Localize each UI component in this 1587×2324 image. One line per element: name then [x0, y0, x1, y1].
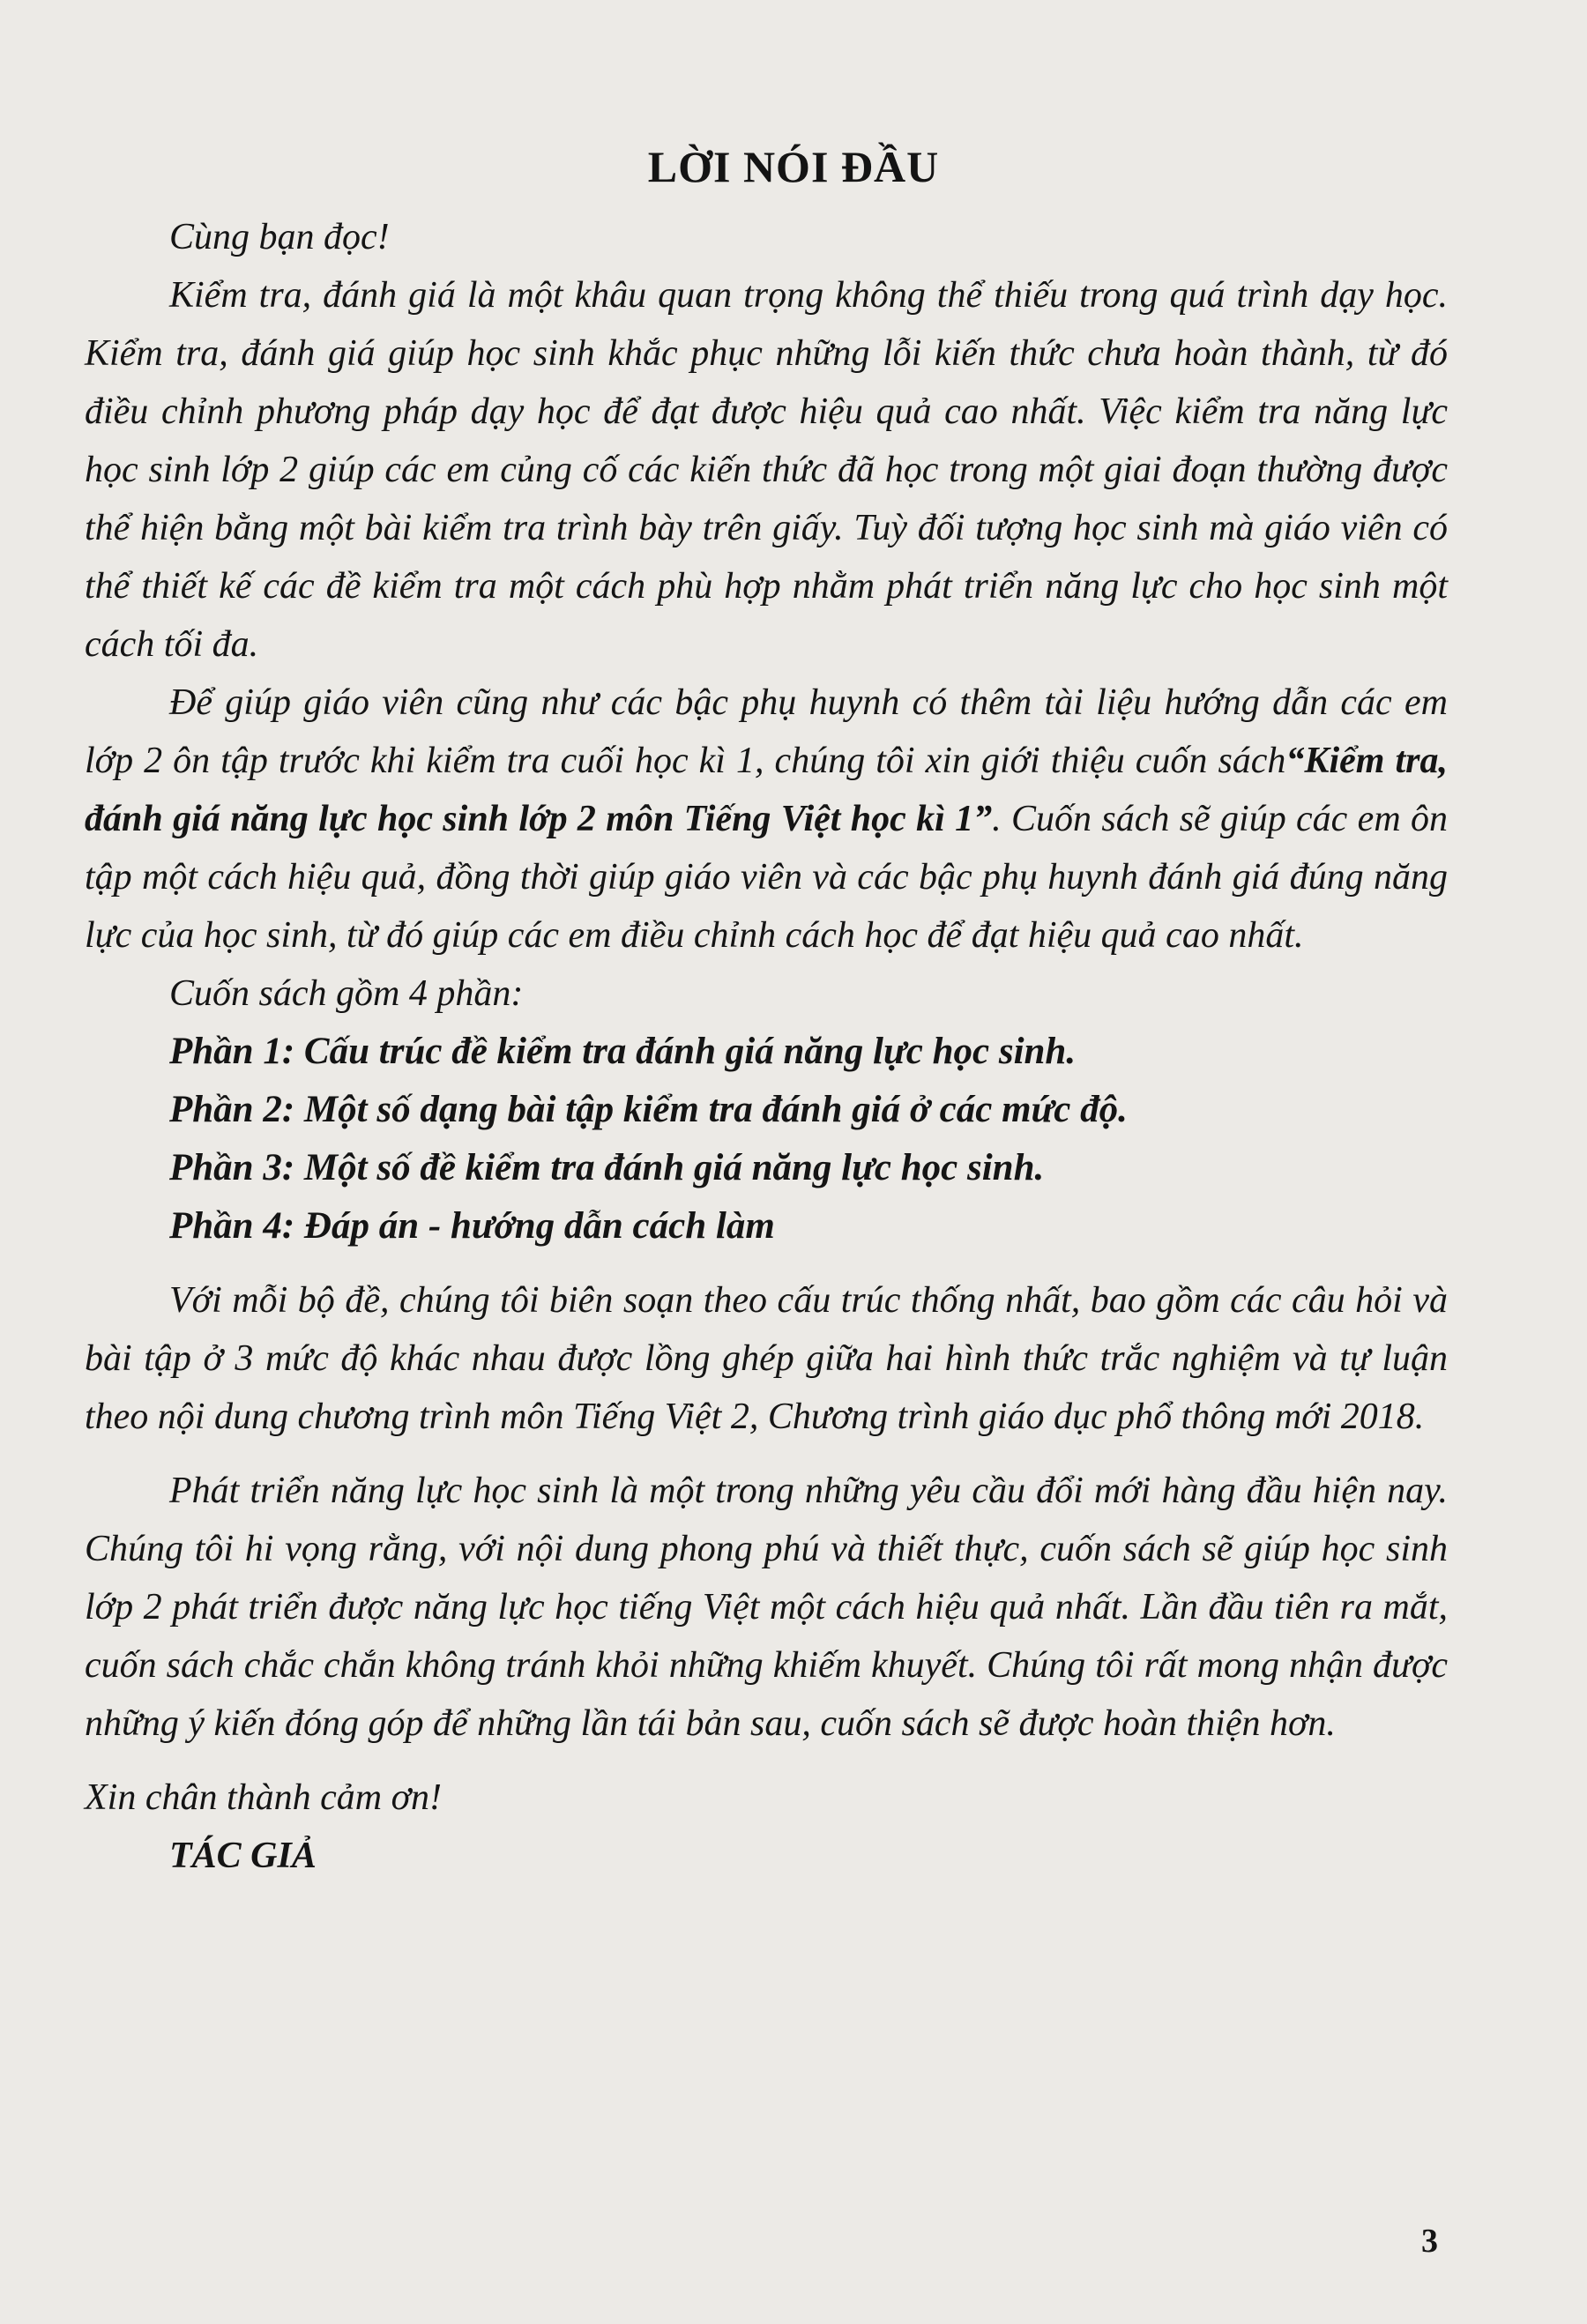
paragraph-4: Với mỗi bộ đề, chúng tôi biên soạn theo cấu trúc thống nhất, bao gồm các câu hỏi và bài tập ở 3 mức độ khác nhau được lồng ghép giữa hai hình thức trắc nghiệm và tự luận theo nội dung chương trình môn Tiếng Việt 2, Chương trình giáo dục phổ thông mới 2018. — [85, 1280, 1448, 1437]
part-item-4: Phần 4: Đáp án - hướng dẫn cách làm — [169, 1205, 775, 1247]
author-signature: TÁC GIẢ — [169, 1836, 317, 1876]
paragraph-1: Kiểm tra, đánh giá là một khâu quan trọng không thể thiếu trong quá trình dạy học. Kiểm tra, đánh giá giúp học sinh khắc phục những lỗi kiến thức chưa hoàn thành, từ đó điều chỉnh phương pháp dạy học để đạt được hiệu quả cao nhất. Việc kiểm tra năng lực học sinh lớp 2 giúp các em củng cố các kiến thức đã học trong một giai đoạn thường được thể hiện bằng một bài kiểm tra trình bày trên giấy. Tuỳ đối tượng học sinh mà giáo viên có thể thiết kế các đề kiểm tra một cách phù hợp nhằm phát triển năng lực cho học sinh một cách tối đa. — [85, 275, 1448, 665]
parts-intro: Cuốn sách gồm 4 phần: — [169, 973, 524, 1014]
greeting: Cùng bạn đọc! — [169, 217, 390, 257]
part-item-1: Phần 1: Cấu trúc đề kiểm tra đánh giá năng lực học sinh. — [169, 1031, 1077, 1072]
part-item-2: Phần 2: Một số dạng bài tập kiểm tra đánh giá ở các mức độ. — [169, 1089, 1128, 1130]
page-title: LỜI NÓI ĐẦU — [647, 142, 940, 191]
parts-list — [85, 1023, 1448, 1255]
paragraph-2-rest: . Cuốn sách sẽ giúp các em ôn tập một cách hiệu quả, đồng thời giúp giáo viên và các bậc phụ huynh đánh giá đúng năng lực của học sinh, từ đó giúp các em điều chỉnh cách học để đạt hiệu quả cao nhất. — [85, 799, 1448, 956]
preface-body — [85, 208, 1448, 1885]
part-item-3: Phần 3: Một số đề kiểm tra đánh giá năng lực học sinh. — [169, 1147, 1045, 1188]
paragraph-2-intro: Để giúp giáo viên cũng như các bậc phụ huynh có thêm tài liệu hướng dẫn các em lớp 2 ôn tập trước khi kiểm tra cuối học kì 1, chúng tôi xin giới thiệu cuốn sách — [85, 682, 1448, 781]
paragraph-2 — [85, 674, 1448, 965]
closing-line: Xin chân thành cảm ơn! — [85, 1777, 443, 1818]
book-title: “Kiểm tra, đánh giá năng lực học sinh lớp 2 môn Tiếng Việt học kì 1” — [85, 741, 1448, 839]
page-number: 3 — [1421, 2223, 1438, 2260]
paragraph-5: Phát triển năng lực học sinh là một trong những yêu cầu đổi mới hàng đầu hiện nay. Chúng tôi hi vọng rằng, với nội dung phong phú và thiết thực, cuốn sách sẽ giúp học sinh lớp 2 phát triển được năng lực học tiếng Việt một cách hiệu quả nhất. Lần đầu tiên ra mắt, cuốn sách chắc chắn không tránh khỏi những khiếm khuyết. Chúng tôi rất mong nhận được những ý kiến đóng góp để những lần tái bản sau, cuốn sách sẽ được hoàn thiện hơn. — [85, 1471, 1448, 1744]
